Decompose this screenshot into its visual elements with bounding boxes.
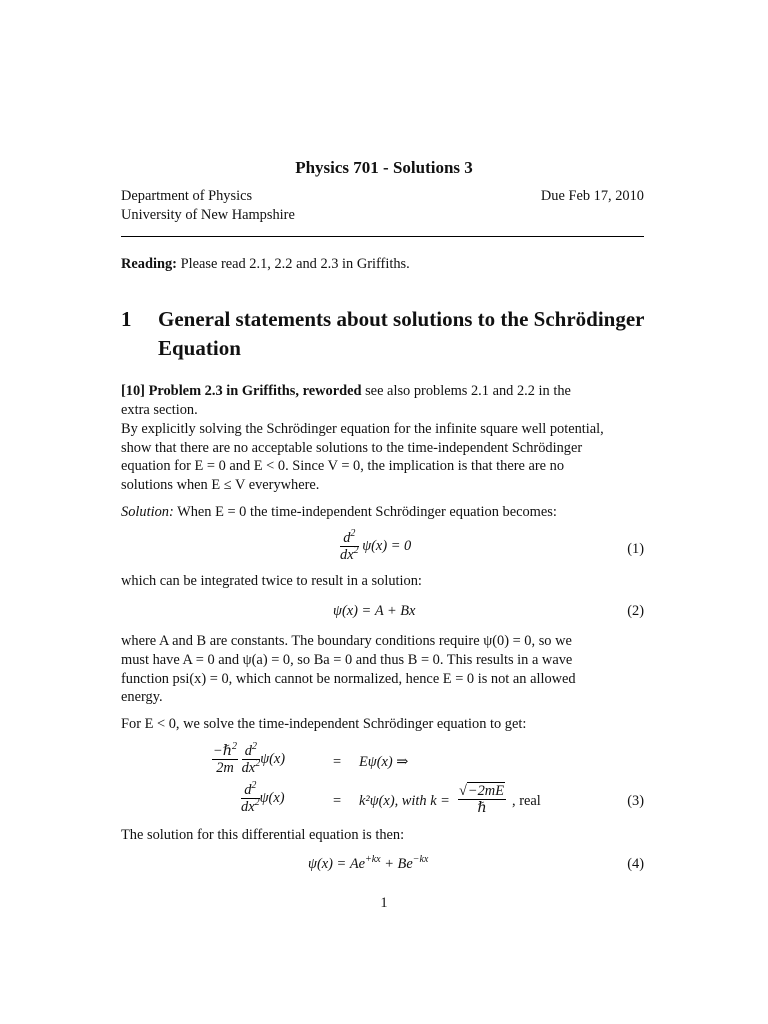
problem-line-4: show that there are no acceptable solutions to the time-independent Schrödinger (121, 440, 583, 456)
reading-text: Please read 2.1, 2.2 and 2.3 in Griffiths. (180, 256, 410, 272)
problem-line-2: extra section. (121, 402, 198, 418)
equation-1: $\frac{d^2}{dx^2}$ ψ(x) = 0 (340, 528, 412, 563)
document-title: Physics 701 - Solutions 3 (295, 158, 473, 177)
equation-3b-real: , real (512, 793, 541, 809)
department: Department of Physics (121, 188, 253, 204)
problem-line-5: equation for E = 0 and E < 0. Since V = 0, the implication is that there are no (121, 458, 565, 474)
para2-line-1: where A and B are constants. The boundary conditions require ψ(0) = 0, so we (121, 633, 572, 649)
equation-3b-equals: = (333, 793, 342, 809)
page-number: 1 (380, 895, 388, 911)
solution-label: Solution: (121, 504, 174, 520)
equation-3b-k-fraction: $\frac{√-2mE}{\text{ℏ}}$ (459, 783, 504, 816)
header-rule (121, 236, 644, 237)
equation-3-number: (3) (627, 793, 644, 809)
equation-4-number: (4) (627, 856, 644, 872)
problem-see-also: see also problems 2.1 and 2.2 in the (361, 383, 571, 399)
reading-line (121, 255, 410, 274)
equation-3b-lhs: $\frac{d^2}{dx^2}$ ψ(x) (241, 780, 285, 815)
problem-line-6: solutions when E ≤ V everywhere. (121, 477, 320, 493)
equation-3a-rhs: Eψ(x) ⇒ (359, 754, 409, 770)
equation-3a-equals: = (333, 754, 342, 770)
solution-intro-line (121, 503, 557, 522)
university: University of New Hampshire (121, 207, 295, 223)
equation-2-number: (2) (627, 603, 644, 619)
section-number: 1 (121, 307, 132, 331)
equation-3a-lhs: $\frac{-\hbar^2}{2m}$ $\frac{d^2}{dx^2}$ ψ(x) (213, 741, 286, 776)
problem-line-3: By explicitly solving the Schrödinger equation for the infinite square well potential, (121, 421, 604, 437)
equation-1-number: (1) (627, 541, 644, 557)
para4: The solution for this differential equation is then: (121, 827, 405, 843)
solution-intro: When E = 0 the time-independent Schrödinger equation becomes: (177, 504, 557, 520)
after-eq1-text: which can be integrated twice to result in a solution: (121, 573, 422, 589)
reading-label: Reading: (121, 256, 177, 272)
equation-4: $\psi(x) = Ae^{+kx} + Be^{-kx}$ (308, 854, 429, 872)
problem-line-1 (121, 382, 571, 401)
due-date: Due Feb 17, 2010 (540, 188, 644, 204)
equation-1-rhs: ψ(x) = 0 (362, 537, 412, 554)
para3: For E < 0, we solve the time-independent Schrödinger equation to get: (121, 716, 527, 732)
equation-2: ψ(x) = A + Bx (333, 603, 416, 619)
para2-line-3: function psi(x) = 0, which cannot be normalized, hence E = 0 is not an allowed (121, 671, 576, 687)
para2-line-2: must have A = 0 and ψ(a) = 0, so Ba = 0 and thus B = 0. This results in a wave (121, 652, 573, 668)
para2-line-4: energy. (121, 689, 163, 705)
section-title-line1: General statements about solutions to the Schrödinger (158, 307, 645, 331)
problem-heading: [10] Problem 2.3 in Griffiths, reworded (121, 383, 362, 399)
section-title-line2: Equation (158, 336, 241, 360)
equation-3b-rhs: k²ψ(x), with k = (359, 793, 450, 809)
